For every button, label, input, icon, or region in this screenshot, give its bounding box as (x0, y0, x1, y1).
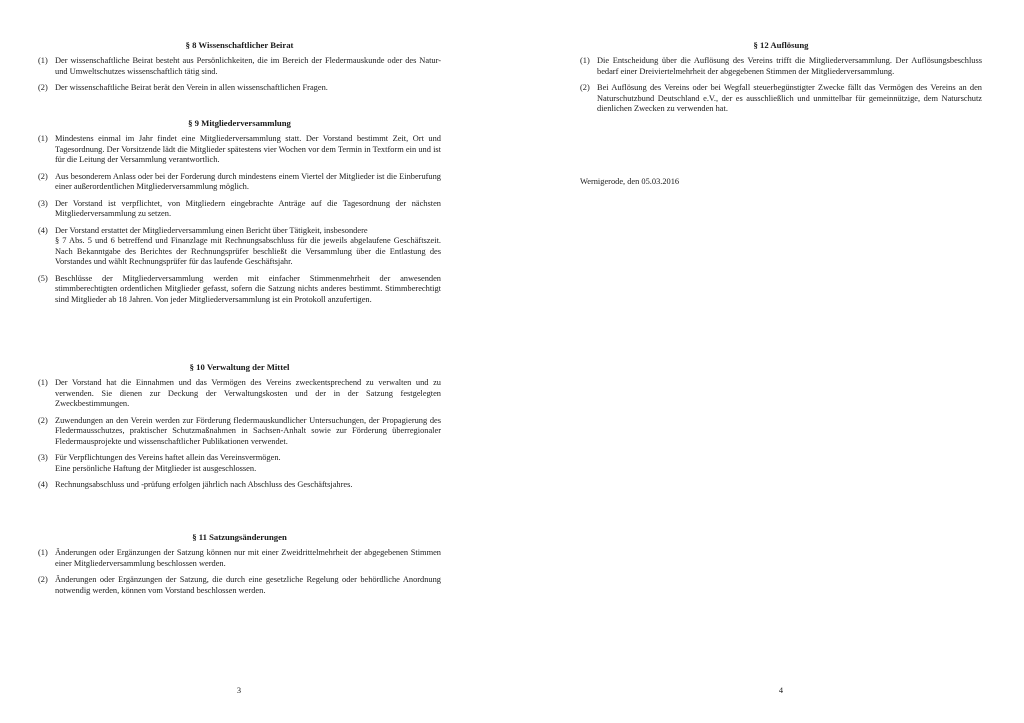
section-title: § 11 Satzungsänderungen (192, 532, 287, 542)
paragraph: (4) Der Vorstand erstattet der Mitgliederversammlung einen Bericht über Tätigkeit, insbesondere § 7 Abs. 5 und 6 betreffend und Finanzlage mit Rechnungsabschluss für die jeweils abgelaufene Geschäftszeit. Nach Bekanntgabe des Berichtes der Rechnungsprüfer beschließt die Versammlung über die Entlastung des Vorstandes und wählt Rechnungsprüfer für das laufende Geschäftsjahr. (38, 225, 441, 266)
paragraph: (2) Der wissenschaftliche Beirat berät den Verein in allen wissenschaftlichen Fragen. (38, 83, 328, 92)
paragraph: (3) Der Vorstand ist verpflichtet, von Mitgliedern eingebrachte Anträge auf die Tagesordnung der nächsten Mitgliederversammlung zu setzen. (38, 198, 441, 218)
paragraph: (4) Rechnungsabschluss und -prüfung erfolgen jährlich nach Abschluss des Geschäftsjahres. (38, 480, 353, 489)
section-title: § 10 Verwaltung der Mittel (189, 362, 290, 372)
paragraph: (1) Mindestens einmal im Jahr findet eine Mitgliederversammlung statt. Der Vorstand bestimmt Zeit, Ort und Tagesordnung. Der Vorsitzende lädt die Mitglieder spätestens vier Wochen vor dem Termin in Textform ein und ist für die Leitung der Versammlung verantwortlich. (38, 134, 441, 164)
paragraph: (3) Für Verpflichtungen des Vereins haftet allein das Vereinsvermögen. Eine persönliche Haftung der Mitglieder ist ausgeschlossen. (38, 453, 281, 473)
paragraph: (1) Der wissenschaftliche Beirat besteht aus Persönlichkeiten, die im Bereich der Fledermauskunde oder des Natur- und Umweltschutzes wissenschaftlich tätig sind. (38, 56, 441, 76)
paragraph: (2) Änderungen oder Ergänzungen der Satzung, die durch eine gesetzliche Regelung oder behördliche Anordnung notwendig werden, können vom Vorstand beschlossen werden. (38, 575, 441, 595)
paragraph: (2) Aus besonderem Anlass oder bei der Forderung durch mindestens einem Viertel der Mitglieder ist die Einberufung einer außerordentlichen Mitgliederversammlung möglich. (38, 171, 441, 191)
section-title: § 12 Auflösung (753, 40, 809, 50)
paragraph: (1) Änderungen oder Ergänzungen der Satzung können nur mit einer Zweidrittelmehrheit der abgegebenen Stimmen einer Mitgliederversammlung beschlossen werden. (38, 548, 441, 568)
page-number: 3 (236, 686, 242, 695)
place-date-signoff: Wernigerode, den 05.03.2016 (580, 177, 680, 186)
section-11 (38, 532, 441, 602)
page-number: 4 (778, 686, 784, 695)
section-title: § 8 Wissenschaftlicher Beirat (185, 40, 294, 50)
paragraph: (5) Beschlüsse der Mitgliederversammlung werden mit einfacher Stimmenmehrheit der anwesenden stimmberechtigten ordentlichen Mitglieder gefasst, sofern die Satzung nichts anderes bestimmt. Stimmberechtigt sind Mitglieder ab 18 Jahren. Von jeder Mitgliederversammlung ist ein Protokoll anzufertigen. (38, 273, 441, 304)
paragraph: (1) Die Entscheidung über die Auflösung des Vereins trifft die Mitgliederversammlung. Der Auflösungsbeschluss bedarf einer Dreiviertelmehrheit der abgegebenen Stimmen der Mitgliederversammlung. (580, 56, 982, 76)
section-8 (38, 40, 441, 100)
section-9 (38, 118, 441, 311)
page-left (38, 0, 441, 723)
section-12 (580, 40, 982, 121)
section-title: § 9 Mitgliederversammlung (188, 118, 291, 128)
section-10 (38, 362, 441, 497)
paragraph: (2) Bei Auflösung des Vereins oder bei Wegfall steuerbegünstigter Zwecke fällt das Vermögen des Vereins an den Naturschutzbund Deutschland e.V., der es ausschließlich und unmittelbar für gemeinnützige, dem Naturschutz dienlichen Zwecken zu verwenden hat. (580, 83, 982, 113)
paragraph: (2) Zuwendungen an den Verein werden zur Förderung fledermauskundlicher Untersuchungen, der Propagierung des Fledermausschutzes, praktischer Schutzmaßnahmen in Sachsen-Anhalt sowie zur Förderung überregionaler Fledermausprojekte und wissenschaftlicher Publikationen verwendet. (38, 415, 441, 446)
page-right (580, 0, 982, 723)
paragraph: (1) Der Vorstand hat die Einnahmen und das Vermögen des Vereins zweckentsprechend zu verwalten und zu verwenden. Sie dienen zur Deckung der Verwaltungskosten und der in der Satzung festgelegten Zweckbestimmungen. (38, 378, 441, 408)
